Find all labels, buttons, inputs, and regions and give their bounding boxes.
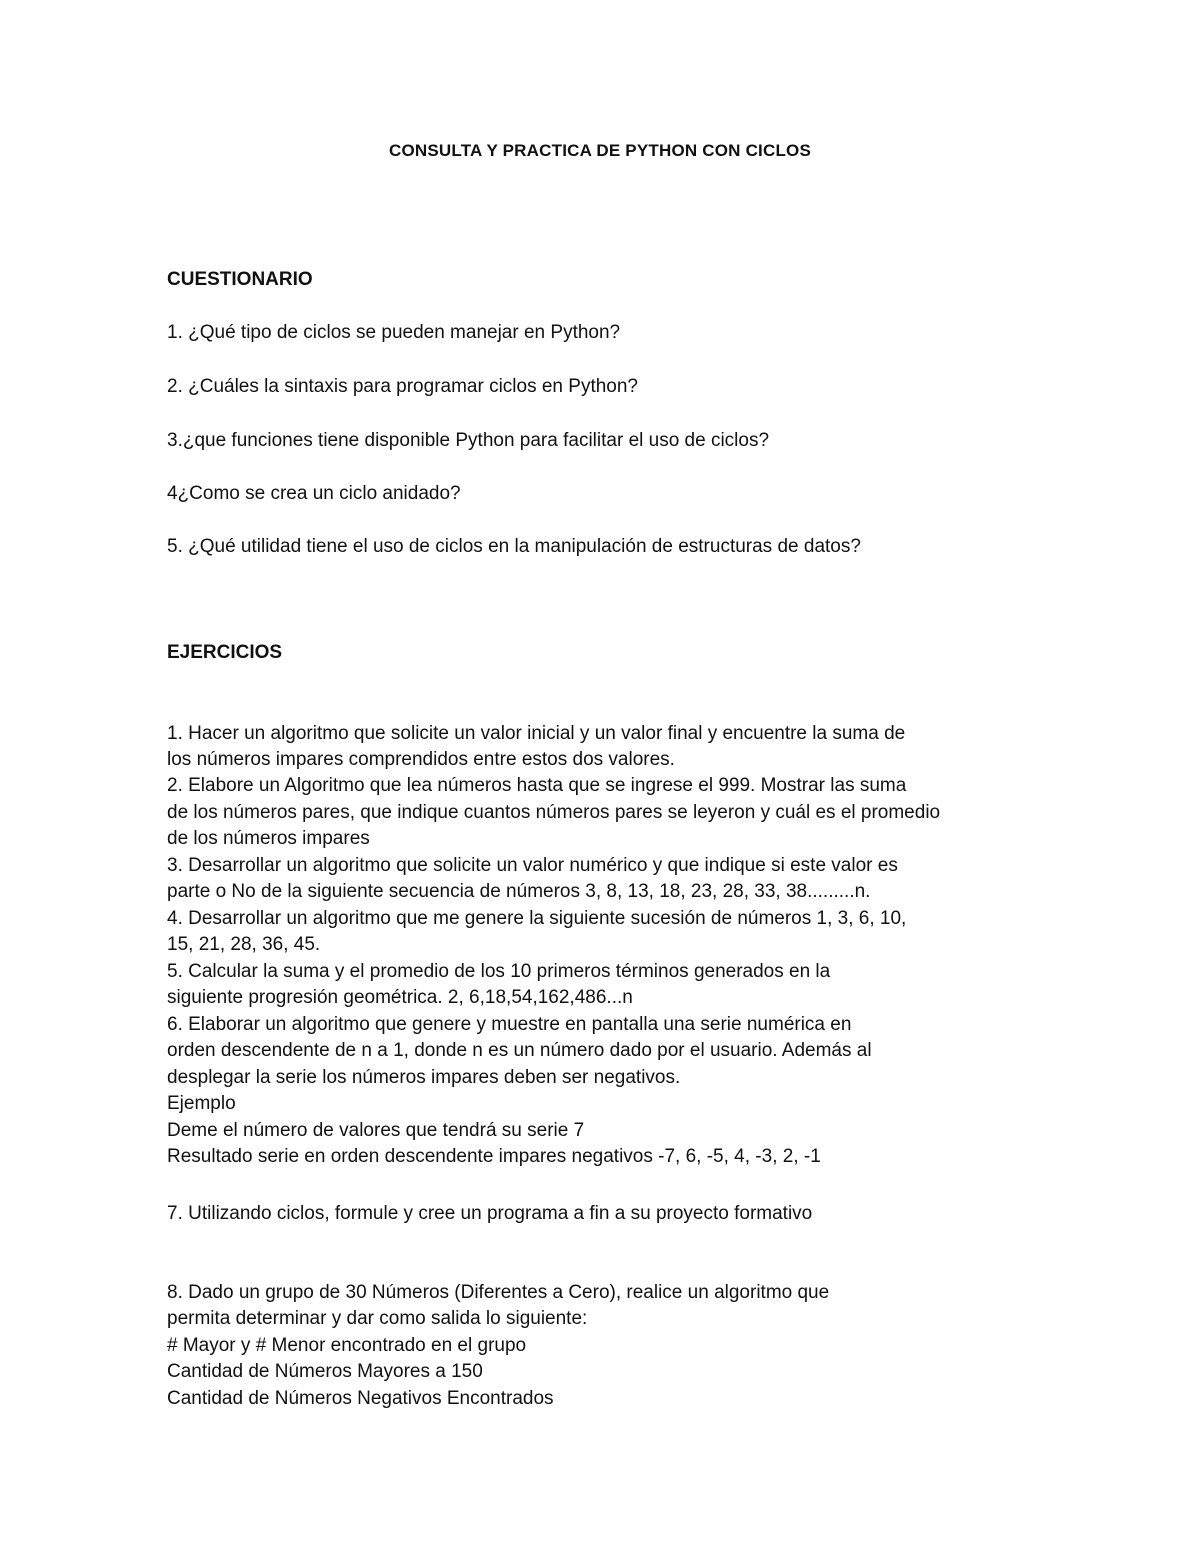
exercise-line: 5. Calcular la suma y el promedio de los 10 primeros términos generados en la <box>167 961 831 982</box>
exercise-line: 2. Elabore un Algoritmo que lea números hasta que se ingrese el 999. Mostrar las suma <box>167 775 907 796</box>
exercise-8-line: permita determinar y dar como salida lo siguiente: <box>167 1308 588 1329</box>
exercise-8-line: Cantidad de Números Mayores a 150 <box>167 1361 483 1382</box>
question-3: 3.¿que funciones tiene disponible Python para facilitar el uso de ciclos? <box>167 430 770 451</box>
exercise-line: 3. Desarrollar un algoritmo que solicite un valor numérico y que indique si este valor es <box>167 855 898 876</box>
exercise-8-line: Cantidad de Números Negativos Encontrados <box>167 1388 554 1409</box>
exercise-line: 6. Elaborar un algoritmo que genere y muestre en pantalla una serie numérica en <box>167 1014 852 1035</box>
exercise-7: 7. Utilizando ciclos, formule y cree un programa a fin a su proyecto formativo <box>167 1203 813 1224</box>
exercise-line: de los números pares, que indique cuantos números pares se leyeron y cuál es el promedio <box>167 802 941 823</box>
exercise-line: desplegar la serie los números impares deben ser negativos. <box>167 1067 681 1088</box>
exercise-line: Resultado serie en orden descendente impares negativos -7, 6, -5, 4, -3, 2, -1 <box>167 1146 821 1167</box>
exercise-line: 15, 21, 28, 36, 45. <box>167 934 321 955</box>
exercise-line: parte o No de la siguiente secuencia de números 3, 8, 13, 18, 23, 28, 33, 38.........n. <box>167 881 871 902</box>
question-2: 2. ¿Cuáles la sintaxis para programar ciclos en Python? <box>167 376 639 397</box>
exercise-line: de los números impares <box>167 828 370 849</box>
exercise-line: 1. Hacer un algoritmo que solicite un valor inicial y un valor final y encuentre la suma de <box>167 723 906 744</box>
question-4: 4¿Como se crea un ciclo anidado? <box>167 483 461 504</box>
question-1: 1. ¿Qué tipo de ciclos se pueden manejar en Python? <box>167 322 621 343</box>
cuestionario-heading: CUESTIONARIO <box>167 269 313 290</box>
exercise-line: los números impares comprendidos entre estos dos valores. <box>167 749 675 770</box>
exercise-8-line: # Mayor y # Menor encontrado en el grupo <box>167 1335 527 1356</box>
exercise-line: Ejemplo <box>167 1093 236 1114</box>
question-5: 5. ¿Qué utilidad tiene el uso de ciclos en la manipulación de estructuras de datos? <box>167 536 861 557</box>
ejercicios-heading: EJERCICIOS <box>167 642 283 663</box>
exercise-line: siguiente progresión geométrica. 2, 6,18,54,162,486...n <box>167 987 633 1008</box>
exercise-line: orden descendente de n a 1, donde n es un número dado por el usuario. Además al <box>167 1040 872 1061</box>
exercise-8-line: 8. Dado un grupo de 30 Números (Diferentes a Cero), realice un algoritmo que <box>167 1282 830 1303</box>
document-title: CONSULTA Y PRACTICA DE PYTHON CON CICLOS <box>388 141 811 160</box>
exercise-line: 4. Desarrollar un algoritmo que me genere la siguiente sucesión de números 1, 3, 6, 10, <box>167 908 907 929</box>
exercise-line: Deme el número de valores que tendrá su serie 7 <box>167 1120 585 1141</box>
